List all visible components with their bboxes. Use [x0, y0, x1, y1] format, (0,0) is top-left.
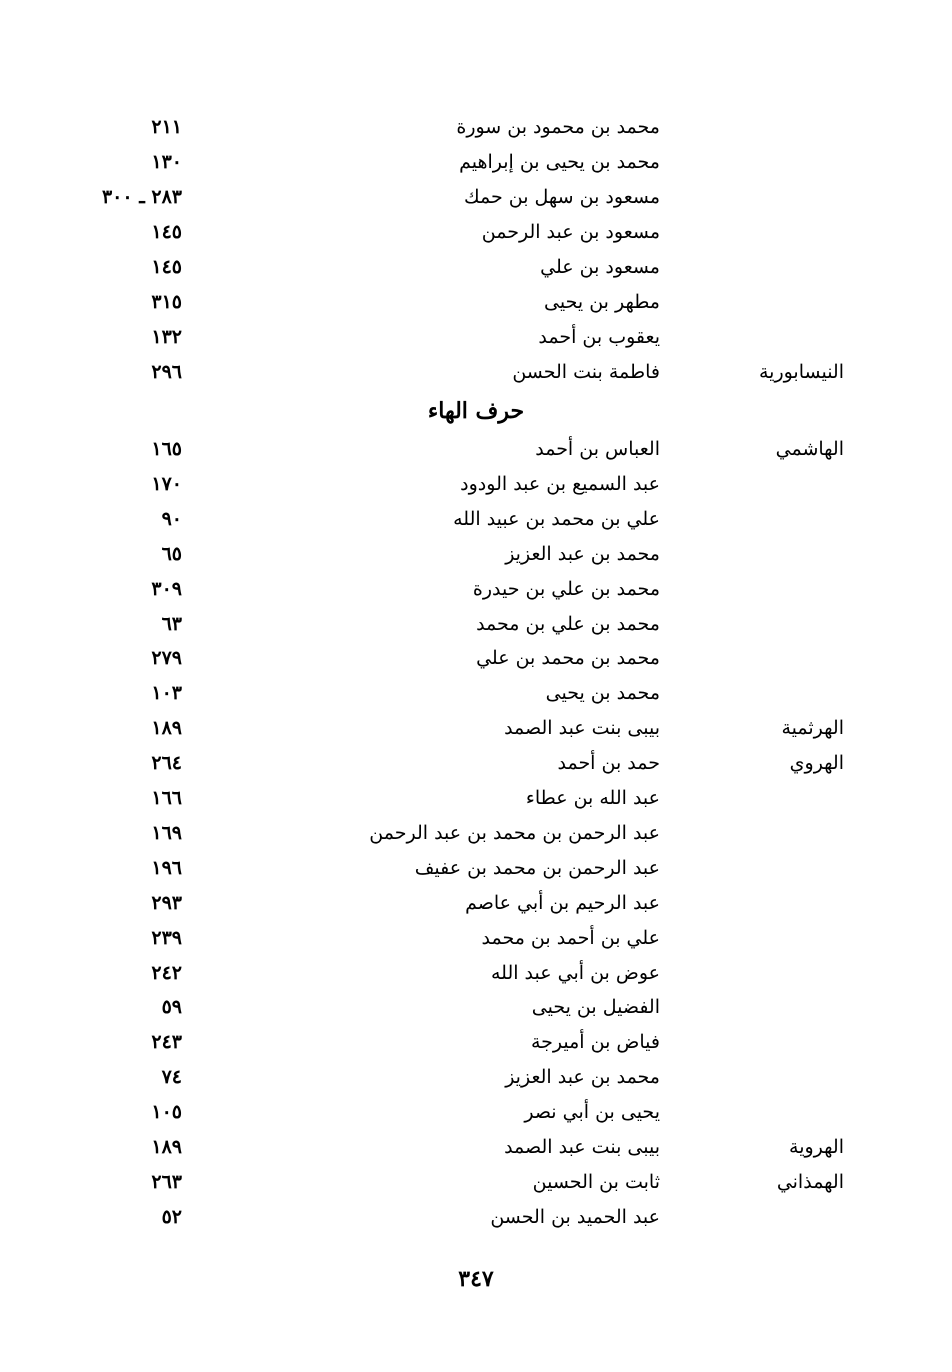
- entry-pages: ١٦٥: [151, 438, 182, 460]
- entry-pages: ١٣٠: [151, 151, 182, 173]
- entry-name: محمد بن عبد العزيز: [505, 543, 660, 565]
- entry-pages: ٢٤٣: [151, 1031, 182, 1053]
- entry-pages: ٢٧٩: [151, 647, 182, 669]
- entry-name: يحيى بن أبي نصر: [524, 1101, 660, 1123]
- entry-name: يعقوب بن أحمد: [538, 326, 660, 348]
- index-entry: [0, 469, 952, 504]
- entry-name: مسعود بن سهل بن حمك: [463, 186, 660, 208]
- entry-name: عوض بن أبي عبد الله: [490, 962, 660, 984]
- index-entry: [0, 252, 952, 287]
- entry-pages: ١٨٩: [151, 1136, 182, 1158]
- entry-nisba: الهاشمي: [775, 438, 844, 460]
- index-entry: [0, 574, 952, 609]
- entry-pages: ١٤٥: [151, 256, 182, 278]
- entry-pages: ١٣٢: [151, 326, 182, 348]
- entry-name: بيبى بنت عبد الصمد: [504, 717, 660, 739]
- index-entry: [0, 357, 952, 392]
- entry-name: مسعود بن عبد الرحمن: [481, 221, 660, 243]
- entry-name: حمد بن أحمد: [557, 752, 660, 774]
- index-entry: [0, 1167, 952, 1202]
- index-entry: [0, 1202, 952, 1237]
- index-entry: [0, 1132, 952, 1167]
- entry-name: محمد بن علي بن حيدرة: [472, 578, 660, 600]
- entry-nisba: الهمذاني: [776, 1171, 844, 1193]
- index-entry: [0, 818, 952, 853]
- entry-name: عبد الرحيم بن أبي عاصم: [465, 892, 660, 914]
- entry-name: علي بن أحمد بن محمد: [481, 927, 660, 949]
- index-entry: [0, 609, 952, 644]
- entry-name: فاطمة بنت الحسن: [512, 361, 660, 383]
- entry-nisba: الهروي: [789, 752, 844, 774]
- entry-name: عبد الرحمن بن محمد بن عفيف: [414, 857, 660, 879]
- entry-name: العباس بن أحمد: [535, 438, 660, 460]
- section-heading: حرف الهاء: [427, 398, 525, 424]
- entry-name: الفضيل بن يحيى: [531, 996, 660, 1018]
- entry-pages: ٢٨٣ ـ ٣٠٠: [101, 186, 182, 208]
- entry-pages: ٦٥: [161, 543, 182, 565]
- entry-pages: ٩٠: [161, 508, 182, 530]
- entry-pages: ١٤٥: [151, 221, 182, 243]
- entry-pages: ٥٩: [161, 996, 182, 1018]
- page-number: ٣٤٧: [458, 1266, 494, 1292]
- entry-pages: ١٦٦: [151, 787, 182, 809]
- entry-name: فياض بن أميرجة: [530, 1031, 660, 1053]
- entry-pages: ٦٣: [161, 613, 182, 635]
- entry-pages: ٢٣٩: [151, 927, 182, 949]
- index-entry: [0, 643, 952, 678]
- index-entry: [0, 958, 952, 993]
- entry-pages: ٢٦٣: [151, 1171, 182, 1193]
- entry-pages: ٢٤٢: [151, 962, 182, 984]
- entry-name: عبد السميع بن عبد الودود: [460, 473, 660, 495]
- index-entry: [0, 434, 952, 469]
- entry-nisba: النيسابورية: [758, 361, 844, 383]
- entry-name: محمد بن علي بن محمد: [476, 613, 660, 635]
- index-entry: [0, 888, 952, 923]
- index-entry: [0, 539, 952, 574]
- entry-name: محمد بن يحيى: [545, 682, 660, 704]
- entry-nisba: الهرثمية: [781, 717, 844, 739]
- index-entry: [0, 322, 952, 357]
- entry-pages: ١٦٩: [151, 822, 182, 844]
- entry-name: مطهر بن يحيى: [544, 291, 660, 313]
- index-entry: [0, 713, 952, 748]
- index-entry: [0, 748, 952, 783]
- index-entry: [0, 678, 952, 713]
- entry-pages: ١٠٣: [151, 682, 182, 704]
- entry-name: محمد بن يحيى بن إبراهيم: [459, 151, 660, 173]
- index-entry: [0, 923, 952, 958]
- entry-pages: ١٨٩: [151, 717, 182, 739]
- entry-pages: ٢٦٤: [151, 752, 182, 774]
- entry-pages: ١٩٦: [151, 857, 182, 879]
- index-entry: [0, 182, 952, 217]
- entry-nisba: الهروية: [789, 1136, 844, 1158]
- entry-pages: ٧٤: [161, 1066, 182, 1088]
- entry-name: عبد الرحمن بن محمد بن عبد الرحمن: [369, 822, 660, 844]
- entry-name: محمد بن محمود بن سورة: [456, 116, 660, 138]
- index-entry: [0, 783, 952, 818]
- index-entry: [0, 1062, 952, 1097]
- entry-pages: ٢٩٣: [151, 892, 182, 914]
- index-entry: [0, 853, 952, 888]
- index-entry: [0, 147, 952, 182]
- index-entry: [0, 287, 952, 322]
- entry-name: بيبى بنت عبد الصمد: [504, 1136, 660, 1158]
- index-entry: [0, 112, 952, 147]
- index-entry: [0, 504, 952, 539]
- entry-name: محمد بن محمد بن علي: [476, 647, 660, 669]
- entry-pages: ١٧٠: [151, 473, 182, 495]
- entry-name: ثابت بن الحسين: [532, 1171, 660, 1193]
- entry-pages: ٣٠٩: [151, 578, 182, 600]
- entry-pages: ٢١١: [151, 116, 182, 138]
- entry-name: عبد الحميد بن الحسن: [490, 1206, 660, 1228]
- entry-name: عبد الله بن عطاء: [525, 787, 660, 809]
- index-entry: [0, 1027, 952, 1062]
- entry-name: علي بن محمد بن عبيد الله: [453, 508, 660, 530]
- entry-pages: ٣١٥: [151, 291, 182, 313]
- index-entry: [0, 992, 952, 1027]
- entry-pages: ٢٩٦: [151, 361, 182, 383]
- index-entry: [0, 217, 952, 252]
- entry-pages: ١٠٥: [151, 1101, 182, 1123]
- index-entry: [0, 1097, 952, 1132]
- entry-name: مسعود بن علي: [540, 256, 660, 278]
- entry-name: محمد بن عبد العزيز: [505, 1066, 660, 1088]
- entry-pages: ٥٢: [161, 1206, 182, 1228]
